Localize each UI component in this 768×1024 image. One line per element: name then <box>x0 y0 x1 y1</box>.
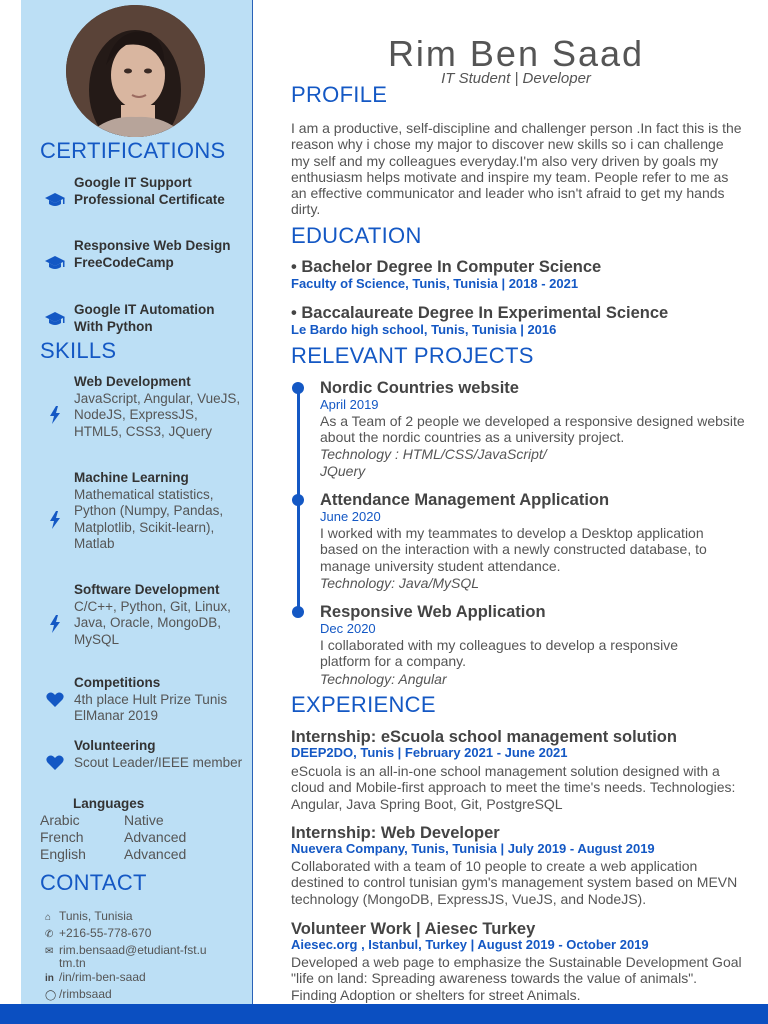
contact-heading: CONTACT <box>40 870 147 895</box>
project-title: Nordic Countries website <box>320 379 519 397</box>
avatar <box>66 5 205 137</box>
experience-title: Internship: Web Developer <box>291 824 500 842</box>
bolt-icon <box>44 509 66 531</box>
project-desc: I worked with my teammates to develop a Desktop application based on the interaction with a newly constructed database, to manage university student attendance. <box>320 525 707 574</box>
project-tech: Technology: Java/MySQL <box>320 575 480 591</box>
project-date: Dec 2020 <box>320 621 376 636</box>
experience-title: Internship: eScuola school management solution <box>291 728 677 746</box>
language-row <box>40 846 220 862</box>
education-heading: EDUCATION <box>291 223 422 248</box>
heart-icon <box>44 752 66 774</box>
contact-github[interactable]: ◯ /rimbsaad <box>45 987 112 1001</box>
certification-text: Google IT Support Professional Certificate <box>74 175 225 207</box>
heart-icon <box>44 689 66 711</box>
education-detail: Faculty of Science, Tunis, Tunisia | 2018 - 2021 <box>291 276 579 291</box>
timeline-dot <box>292 494 304 506</box>
experience-desc: Collaborated with a team of 10 people to create a web application destined to control tunisian gym's management system based on MEVN technology (MongoDB, ExpressJS, VueJS, and NodeJS). <box>291 858 738 907</box>
contact-linkedin[interactable]: in /in/rim-ben-saad <box>45 970 146 984</box>
project-date: April 2019 <box>320 397 379 412</box>
profile-heading: PROFILE <box>291 82 388 107</box>
project-desc: I collaborated with my colleagues to develop a responsive platform for a company. <box>320 637 678 670</box>
language-level: Advanced <box>124 829 187 845</box>
skill-title: Machine Learning <box>74 470 189 485</box>
candidate-name: Rim Ben Saad <box>387 33 645 74</box>
skill-title: Web Development <box>74 374 191 389</box>
experience-sub: Nuevera Company, Tunis, Tunisia | July 2019 - August 2019 <box>291 841 655 856</box>
project-desc: As a Team of 2 people we developed a responsive designed website about the nordic countries as a university project. <box>320 413 745 446</box>
phone-icon: ✆ <box>45 929 54 940</box>
envelope-icon: ✉ <box>45 946 54 957</box>
home-icon: ⌂ <box>45 912 52 923</box>
contact-email[interactable]: ✉ rim.bensaad@etudiant-fst.utm.tn <box>45 943 207 970</box>
graduation-cap-icon <box>44 308 66 330</box>
timeline-dot <box>292 382 304 394</box>
skills-heading: SKILLS <box>40 338 117 363</box>
profile-text: I am a productive, self-discipline and challenger person .In fact this is the reason why i chose my major to discover new skills so i can challenge my self and my colleagues everyday.I'm also very driven by goals my enthusiasm helps motivate and inspire my team. People refer to me as an effective communicator and leader who isn't afraid to get my hands dirty. <box>291 120 742 218</box>
languages-heading: Languages <box>73 796 145 811</box>
language-row <box>40 812 220 828</box>
skill-desc: Mathematical statistics, Python (Numpy, Pandas, Matplotlib, Scikit-learn), Matlab <box>74 486 224 551</box>
experience-desc: eScuola is an all-in-one school management solution designed with a cloud and Mobile-first approach to meet the time's needs. Technologies: Angular, Java Spring Boot, Git, PostgreSQL <box>291 763 736 812</box>
skill-desc: JavaScript, Angular, VueJS, NodeJS, ExpressJS, HTML5, CSS3, JQuery <box>74 390 241 439</box>
skill-title: Competitions <box>74 675 161 690</box>
experience-sub: DEEP2DO, Tunis | February 2021 - June 2021 <box>291 745 568 760</box>
skill-desc: C/C++, Python, Git, Linux, Java, Oracle, MongoDB, MySQL <box>74 598 231 647</box>
language-name: French <box>40 829 84 845</box>
timeline-dot <box>292 606 304 618</box>
experience-sub: Aiesec.org , Istanbul, Turkey | August 2019 - October 2019 <box>291 937 649 952</box>
skill-desc: 4th place Hult Prize Tunis ElManar 2019 <box>74 691 228 723</box>
bolt-icon <box>44 404 66 426</box>
contact-location: ⌂ Tunis, Tunisia <box>45 909 133 923</box>
project-tech: Technology : HTML/CSS/JavaScript/ JQuery <box>320 446 547 479</box>
graduation-cap-icon <box>44 252 66 274</box>
project-title: Responsive Web Application <box>320 603 546 621</box>
bottom-bar <box>0 1004 768 1024</box>
candidate-subtitle: IT Student | Developer <box>441 70 591 87</box>
language-name: English <box>40 846 86 862</box>
education-degree: • Baccalaureate Degree In Experimental Science <box>291 304 669 322</box>
certification-text: Responsive Web Design FreeCodeCamp <box>74 238 231 270</box>
linkedin-icon: in <box>45 973 54 984</box>
certifications-heading: CERTIFICATIONS <box>40 138 226 163</box>
experience-heading: EXPERIENCE <box>291 692 436 717</box>
github-icon: ◯ <box>45 990 57 1001</box>
skill-title: Software Development <box>74 582 220 597</box>
language-row <box>40 829 220 845</box>
graduation-cap-icon <box>44 189 66 211</box>
education-detail: Le Bardo high school, Tunis, Tunisia | 2016 <box>291 322 557 337</box>
skill-desc: Scout Leader/IEEE member <box>74 754 243 770</box>
experience-desc: Developed a web page to emphasize the Sustainable Development Goal "life on land: Spreading awareness towards the value of animals". Finding Adoption or shelters for street Animals. <box>291 954 742 1003</box>
skill-title: Volunteering <box>74 738 156 753</box>
project-tech: Technology: Angular <box>320 671 447 687</box>
experience-title: Volunteer Work | Aiesec Turkey <box>291 920 536 938</box>
project-title: Attendance Management Application <box>320 491 610 509</box>
language-name: Arabic <box>40 812 80 828</box>
certification-text: Google IT Automation With Python <box>74 302 215 334</box>
language-level: Native <box>124 812 164 828</box>
language-level: Advanced <box>124 846 187 862</box>
project-date: June 2020 <box>320 509 381 524</box>
education-degree: • Bachelor Degree In Computer Science <box>291 258 602 276</box>
projects-heading: RELEVANT PROJECTS <box>291 343 534 368</box>
bolt-icon <box>44 613 66 635</box>
contact-phone[interactable]: ✆ +216-55-778-670 <box>45 926 152 940</box>
